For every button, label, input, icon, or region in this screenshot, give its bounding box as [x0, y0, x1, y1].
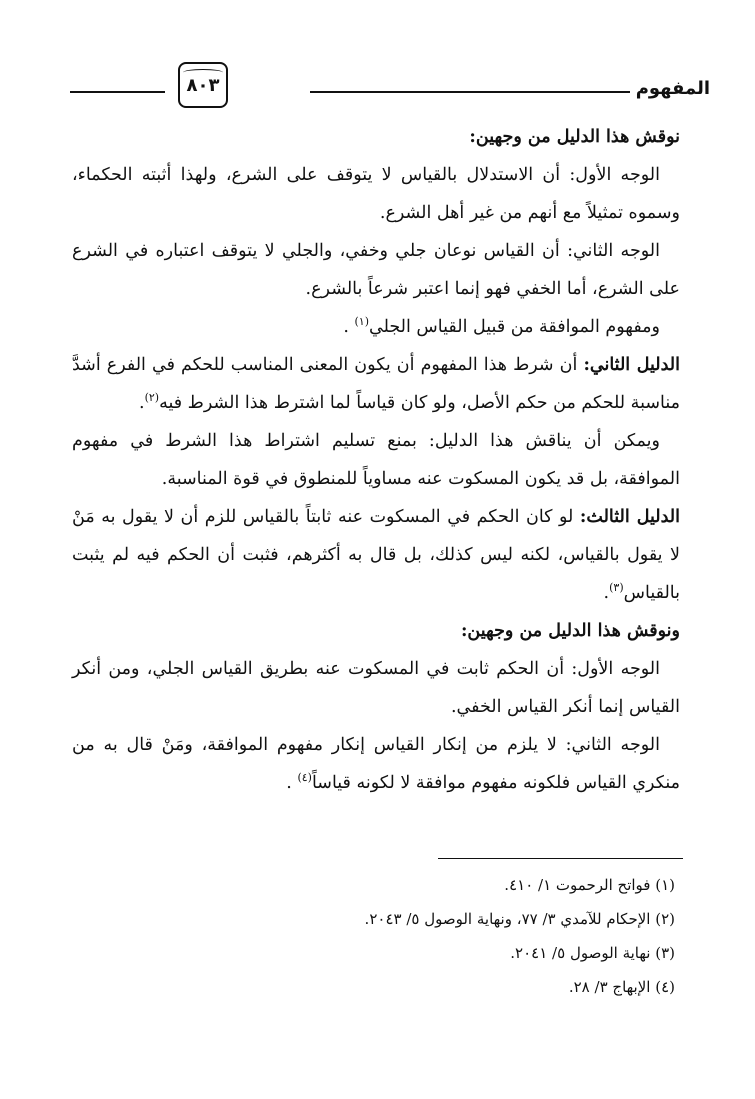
footnote-ref-4: (٤) — [297, 771, 312, 785]
paragraph-end: . — [286, 773, 298, 793]
footnote-ref-1: (١) — [354, 315, 369, 329]
paragraph-text: لو كان الحكم في المسكوت عنه ثابتاً بالقياس للزم أن لا يقول به مَنْ لا يقول بالقياس، لكنه ليس كذلك، بل قال به أكثرهم، فثبت أن الحكم فيه لم يثبت بالقياس — [72, 507, 680, 603]
footnote-1: (١) فواتح الرحموت ١/ ٤١٠. — [504, 876, 675, 894]
paragraph-end: . — [343, 317, 355, 337]
footnote-2: (٢) الإحكام للآمدي ٣/ ٧٧، ونهاية الوصول ٥/ ٢٠٤٣. — [364, 910, 675, 928]
paragraph-second-aspect-1: الوجه الثاني: أن القياس نوعان جلي وخفي، والجلي لا يتوقف اعتباره في الشرع على الشرع، أما الخفي فهو إنما اعتبر شرعاً بالشرع. — [72, 241, 680, 299]
page-header — [70, 58, 710, 118]
paragraph-possible-objection: ويمكن أن يناقش هذا الدليل: بمنع تسليم اشتراط هذا الشرط في مفهوم الموافقة، بل قد يكون المسكوت عنه مساوياً للمنطوق في قوة المناسبة. — [72, 431, 680, 489]
page-number: ٨٠٣ — [178, 62, 228, 108]
paragraph-text: ومفهوم الموافقة من قبيل القياس الجلي — [368, 317, 660, 337]
running-title: المفهوم — [635, 78, 710, 99]
second-evidence-label: الدليل الثاني: — [583, 355, 680, 375]
paragraph-second-evidence — [72, 346, 680, 422]
paragraph-objection-heading-1: نوقش هذا الدليل من وجهين: — [469, 127, 680, 147]
paragraph-end: . — [138, 393, 145, 413]
footnote-3: (٣) نهاية الوصول ٥/ ٢٠٤١. — [510, 944, 675, 962]
paragraph-third-evidence — [72, 498, 680, 612]
paragraph-end: . — [603, 583, 610, 603]
paragraph-first-aspect-2: الوجه الأول: أن الحكم ثابت في المسكوت عنه بطريق القياس الجلي، ومن أنكر القياس إنما أنكر القياس الخفي. — [72, 659, 680, 717]
footnote-4: (٤) الإبهاج ٣/ ٢٨. — [568, 978, 675, 996]
header-rule-left — [70, 91, 165, 93]
third-evidence-label: الدليل الثالث: — [579, 507, 681, 527]
paragraph-text: أن شرط هذا المفهوم أن يكون المعنى المناسب للحكم في الفرع أشدَّ مناسبة للحكم من حكم الأصل، ولو كان قياساً لما اشترط هذا الشرط فيه — [72, 355, 680, 413]
header-rule-right — [310, 91, 630, 93]
paragraph-text: الوجه الثاني: لا يلزم من إنكار القياس إنكار مفهوم الموافقة، ومَنْ قال به من منكري القياس فلكونه مفهوم موافقة لا لكونه قياساً — [72, 735, 680, 793]
footnotes — [72, 868, 675, 1004]
paragraph-second-aspect-2 — [72, 726, 680, 802]
main-text — [72, 118, 680, 802]
paragraph-first-aspect-1: الوجه الأول: أن الاستدلال بالقياس لا يتوقف على الشرع، ولهذا أثبته الحكماء، وسموه تمثيلاً مع أنهم من غير أهل الشرع. — [72, 165, 680, 223]
paragraph-mafhum-muwafaqa — [72, 308, 680, 346]
footnote-ref-2: (٢) — [144, 391, 160, 405]
footnote-separator — [438, 858, 683, 859]
paragraph-objection-heading-2: ونوقش هذا الدليل من وجهين: — [460, 621, 680, 641]
footnote-ref-3: (٣) — [609, 581, 624, 595]
